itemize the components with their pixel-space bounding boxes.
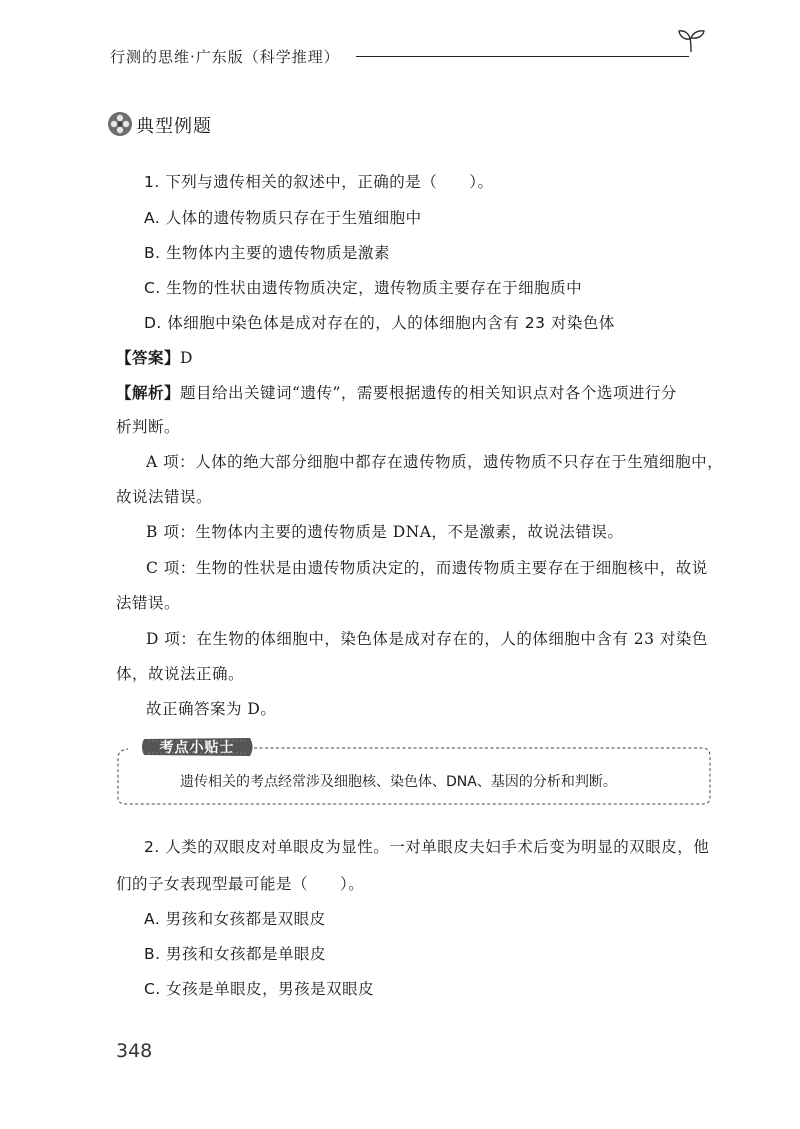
tip-label: 考点小贴士 [159, 740, 235, 756]
analysis-a-line-1: A 项：人体的绝大部分细胞中都存在遗传物质，遗传物质不只存在于生殖细胞中， [146, 453, 724, 471]
question-2-stem-line-1: 2. 人类的双眼皮对单眼皮为显性。一对单眼皮夫妇手术后变为明显的双眼皮，他 [144, 838, 710, 856]
question-1-option-d: D. 体细胞中染色体是成对存在的，人的体细胞内含有 23 对染色体 [144, 314, 615, 332]
question-1-stem: 1. 下列与遗传相关的叙述中，正确的是（ ）。 [144, 173, 494, 191]
question-1-option-a: A. 人体的遗传物质只存在于生殖细胞中 [144, 209, 422, 227]
question-1-option-b: B. 生物体内主要的遗传物质是激素 [144, 244, 390, 262]
sprout-icon [676, 26, 706, 54]
analysis-line-1: 题目给出关键词“遗传”，需要根据遗传的相关知识点对各个选项进行分 [180, 384, 677, 402]
page-number: 348 [116, 1040, 153, 1062]
analysis-a-line-2: 故说法错误。 [116, 488, 213, 506]
question-1-option-c: C. 生物的性状由遗传物质决定，遗传物质主要存在于细胞质中 [144, 279, 583, 297]
analysis-d-line-2: 体，故说法正确。 [116, 665, 245, 683]
answer-row [116, 346, 193, 368]
analysis-label: 【解析】 [116, 384, 181, 402]
analysis-c-line-2: 法错误。 [116, 594, 181, 612]
section-flower-icon [107, 111, 133, 137]
question-2-stem-line-2: 们的子女表现型最可能是（ ）。 [116, 875, 365, 893]
analysis-d-line-1: D 项：在生物的体细胞中，染色体是成对存在的，人的体细胞中含有 23 对染色 [146, 630, 708, 648]
conclusion: 故正确答案为 D。 [146, 700, 277, 718]
analysis-b-line-1: B 项：生物体内主要的遗传物质是 DNA，不是激素，故说法错误。 [146, 523, 624, 541]
analysis-row [116, 381, 677, 403]
question-2-option-a: A. 男孩和女孩都是双眼皮 [144, 910, 326, 928]
tip-text: 遗传相关的考点经常涉及细胞核、染色体、DNA、基因的分析和判断。 [180, 774, 617, 790]
question-2-option-c: C. 女孩是单眼皮，男孩是双眼皮 [144, 980, 375, 998]
section-title: 典型例题 [136, 116, 212, 137]
analysis-c-line-1: C 项：生物的性状是由遗传物质决定的，而遗传物质主要存在于细胞核中，故说 [146, 559, 708, 577]
answer-label: 【答案】 [116, 349, 181, 367]
header-rule [356, 56, 689, 57]
answer-value: D [180, 349, 193, 367]
analysis-line-2: 析判断。 [116, 418, 181, 436]
question-2-option-b: B. 男孩和女孩都是单眼皮 [144, 945, 326, 963]
header-title: 行测的思维·广东版（科学推理） [110, 48, 340, 66]
